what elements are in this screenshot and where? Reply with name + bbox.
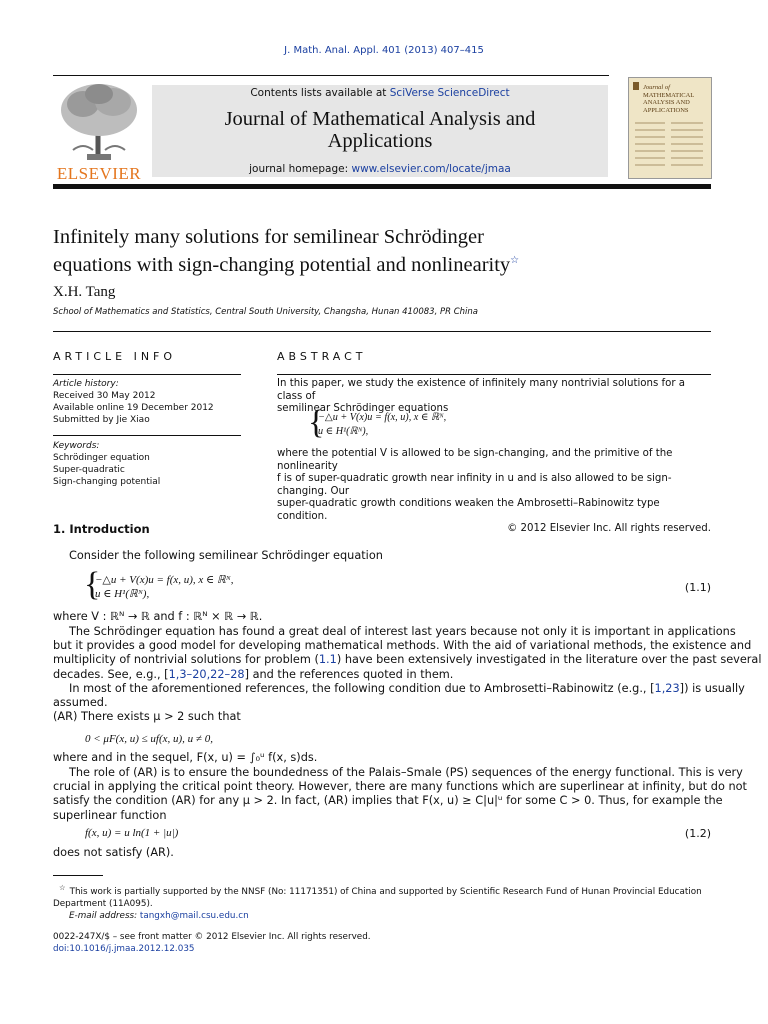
- abstract-line: where the potential V is allowed to be sign-changing, and the primitive of the nonlinearity: [277, 448, 673, 472]
- abstract-line: semilinear Schrödinger equations: [277, 403, 449, 414]
- elsevier-tree-icon: [53, 80, 145, 162]
- eq1-line1: −△u + V(x)u = f(x, u), x ∈ ℝᴺ,: [95, 574, 234, 586]
- ar-condition: (AR) There exists μ > 2 such that: [53, 710, 241, 724]
- citation-link[interactable]: 1,3–20,22–28: [168, 667, 245, 681]
- paper-title-line2: [53, 249, 519, 277]
- article-info-rule: [53, 374, 241, 375]
- title-rule: [53, 331, 711, 332]
- doi-link[interactable]: doi:10.1016/j.jmaa.2012.12.035: [53, 944, 195, 954]
- author-name: X.H. Tang: [53, 284, 116, 300]
- eq-ref-link[interactable]: 1.1: [318, 653, 337, 667]
- paper-title: [53, 225, 519, 277]
- publisher-name: ELSEVIER: [56, 164, 142, 183]
- equation-1-2: f(x, u) = u ln(1 + |u|): [85, 827, 179, 839]
- footnote-line1: [53, 882, 711, 898]
- where-line-2: where and in the sequel, F(x, u) = ∫₀ᵘ f(x, s)ds.: [53, 751, 318, 764]
- cover-title-line2: MATHEMATICAL: [643, 91, 695, 99]
- journal-cover[interactable]: [628, 77, 712, 179]
- abstract-equation: [318, 411, 446, 438]
- p2-text: ) have been extensively investigated in the literature over the past several: [336, 653, 762, 667]
- p3-text: ]) is usually: [679, 681, 745, 695]
- journal-title: [152, 108, 608, 152]
- keywords-label: Keywords:: [53, 441, 100, 451]
- footnote-email: [53, 910, 711, 922]
- p3-line: [53, 681, 745, 696]
- p4-line: The role of (AR) is to ensure the boundedness of the Palais–Smale (PS) sequences of the energy functional. This is very: [69, 766, 743, 779]
- sciencedirect-link[interactable]: SciVerse ScienceDirect: [389, 87, 510, 99]
- header-top-rule: [53, 75, 609, 76]
- p2-line: [53, 653, 762, 667]
- paper-title-line1: Infinitely many solutions for semilinear Schrödinger: [53, 226, 484, 248]
- online-date: Available online 19 December 2012: [53, 403, 214, 413]
- header-thick-rule: [53, 184, 711, 189]
- article-info-heading: ARTICLE INFO: [53, 350, 177, 363]
- footnote-line2: Department (11A095).: [53, 898, 153, 909]
- equation-number: (1.2): [684, 827, 711, 840]
- p3-text: In most of the aforementioned references, the following condition due to Ambrosetti–Rabinowitz (e.g., [: [69, 681, 655, 695]
- abstract-line: f is of super-quadratic growth near infinity in u and is also allowed to be sign-changing. Our: [277, 473, 672, 497]
- footnote-mark: ☆: [59, 883, 66, 892]
- p4-line: superlinear function: [53, 808, 167, 822]
- keyword-item: Schrödinger equation: [53, 453, 150, 463]
- keywords-block: [53, 440, 160, 488]
- abstract-eq-line1: −△u + V(x)u = f(x, u), x ∈ ℝᴺ,: [318, 412, 447, 423]
- cover-title: [643, 84, 694, 114]
- p2-text: multiplicity of nontrivial solutions for problem (: [53, 653, 319, 667]
- journal-citation[interactable]: J. Math. Anal. Appl. 401 (2013) 407–415: [284, 45, 484, 56]
- homepage-line: [152, 163, 608, 175]
- title-footnote-mark[interactable]: ☆: [510, 255, 520, 266]
- keyword-item: Sign-changing potential: [53, 477, 161, 487]
- abstract-copyright: © 2012 Elsevier Inc. All rights reserved.: [507, 523, 711, 534]
- citation-link[interactable]: 1,23: [654, 681, 680, 695]
- abstract-eq-line2: u ∈ H¹(ℝᴺ),: [318, 425, 369, 437]
- email-link[interactable]: tangxh@mail.csu.edu.cn: [139, 910, 249, 921]
- cover-title-line3: ANALYSIS AND: [643, 99, 690, 106]
- email-label: E-mail address:: [69, 910, 140, 921]
- p2-line: The Schrödinger equation has found a great deal of interest last years because not only it is important in applications: [69, 625, 736, 638]
- paper-title-line2-text: equations with sign-changing potential and nonlinearity: [53, 253, 511, 276]
- contents-prefix: Contents lists available at: [250, 87, 390, 99]
- where-line-1: where V : ℝᴺ → ℝ and f : ℝᴺ × ℝ → ℝ.: [53, 610, 263, 623]
- eq1-brace: {: [84, 566, 101, 603]
- received-date: Received 30 May 2012: [53, 391, 156, 401]
- abstract-line: super-quadratic growth conditions weaken the Ambrosetti–Rabinowitz type condition.: [277, 498, 660, 522]
- cover-emblem-icon: [633, 82, 639, 90]
- keyword-item: Super-quadratic: [53, 465, 125, 475]
- journal-title-line2: Applications: [327, 130, 433, 152]
- ar-inequality: 0 < μF(x, u) ≤ uf(x, u), u ≠ 0,: [85, 733, 213, 745]
- keywords-rule: [53, 435, 241, 436]
- journal-banner: [152, 85, 608, 177]
- journal-title-line1: Journal of Mathematical Analysis and: [224, 108, 536, 130]
- p2-text: decades. See, e.g., [: [53, 667, 169, 681]
- equation-1-1: [95, 573, 233, 601]
- homepage-prefix: journal homepage:: [249, 163, 352, 175]
- abstract-heading: ABSTRACT: [277, 350, 367, 363]
- intro-p4: [53, 766, 747, 823]
- p3-line: assumed.: [53, 696, 108, 710]
- intro-p1: Consider the following semilinear Schrödinger equation: [69, 549, 383, 562]
- issn-line: 0022-247X/$ – see front matter © 2012 Elsevier Inc. All rights reserved.: [53, 932, 371, 942]
- intro-tail: does not satisfy (AR).: [53, 846, 174, 859]
- p4-line: satisfy the condition (AR) for any μ > 2. In fact, (AR) implies that F(x, u) ≥ C|u|ᵘ for some C > 0. Thus, for example the: [53, 794, 723, 808]
- contents-line: [152, 87, 608, 99]
- eq1-line2: u ∈ H¹(ℝᴺ),: [95, 588, 150, 600]
- homepage-link[interactable]: www.elsevier.com/locate/jmaa: [351, 163, 511, 175]
- front-matter: [53, 931, 371, 955]
- article-history: [53, 378, 214, 426]
- footnote-rule: [53, 875, 103, 876]
- abstract-line: In this paper, we study the existence of infinitely many nontrivial solutions for a class of: [277, 378, 686, 402]
- abstract-body: [277, 378, 711, 416]
- p2-line: [53, 668, 711, 682]
- section-heading-introduction: 1. Introduction: [53, 522, 150, 536]
- submitted-by: Submitted by Jie Xiao: [53, 415, 150, 425]
- intro-p2: [53, 625, 762, 724]
- p4-line: crucial in applying the critical point theory. However, there are many functions which are superlinear at infinity, but do not: [53, 780, 747, 794]
- abstract-rule: [277, 374, 711, 375]
- cover-contents-lines: [635, 120, 705, 174]
- abstract-body-2: [277, 448, 711, 536]
- p2-line: but it provides a good model for developing mathematical methods. With the aid of variational methods, the existence and: [53, 639, 752, 653]
- history-label: Article history:: [53, 379, 119, 389]
- p2-text: ] and the references quoted in them.: [244, 667, 454, 681]
- cover-title-line1: Journal of: [643, 84, 670, 91]
- equation-number: (1.1): [684, 581, 711, 594]
- cover-title-line4: APPLICATIONS: [643, 106, 689, 114]
- footnote-text: This work is partially supported by the NNSF (No: 11171351) of China and supported by Scientific Research Fund of Hunan Provincial Education: [69, 886, 702, 897]
- affiliation: School of Mathematics and Statistics, Central South University, Changsha, Hunan 410083, PR China: [53, 307, 478, 317]
- abstract-eq-brace: {: [308, 404, 325, 441]
- footnote: [53, 882, 711, 922]
- elsevier-logo[interactable]: [53, 80, 145, 183]
